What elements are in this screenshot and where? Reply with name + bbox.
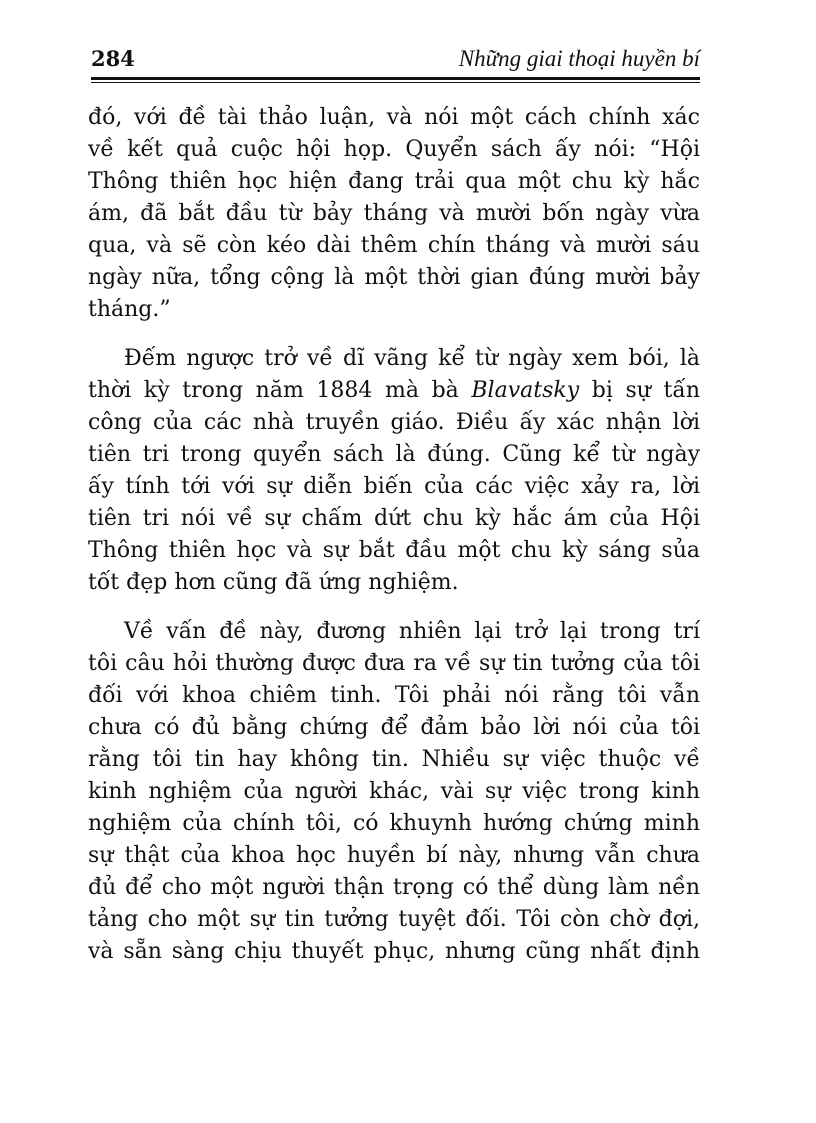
paragraph-3 <box>88 616 700 968</box>
text-line: công của các nhà truyền giáo. Điều ấy xác nhận lời <box>88 410 700 435</box>
text-line-with-italic <box>88 375 700 407</box>
text-line: và sẵn sàng chịu thuyết phục, nhưng cũng nhất định <box>88 939 700 964</box>
text-segment: thời kỳ trong năm 1884 mà bà <box>88 378 472 403</box>
text-line: Đếm ngược trở về dĩ vãng kể từ ngày xem bói, là <box>124 346 700 371</box>
text-line: đó, với đề tài thảo luận, và nói một cách chính xác <box>88 105 700 130</box>
text-line: nghiệm của chính tôi, có khuynh hướng chứng minh <box>88 811 700 836</box>
text-line: kinh nghiệm của người khác, vài sự việc trong kinh <box>88 779 700 804</box>
text-line: ngày nữa, tổng cộng là một thời gian đúng mười bảy <box>88 265 700 290</box>
text-line: Thông thiên học và sự bắt đầu một chu kỳ sáng sủa <box>88 538 700 563</box>
header-rule-thick <box>91 77 700 80</box>
text-line: tôi câu hỏi thường được đưa ra về sự tin tưởng của tôi <box>88 651 700 676</box>
text-line: tảng cho một sự tin tưởng tuyệt đối. Tôi còn chờ đợi, <box>88 907 700 932</box>
text-line: đủ để cho một người thận trọng có thể dùng làm nền <box>88 875 700 900</box>
text-line: chưa có đủ bằng chứng để đảm bảo lời nói của tôi <box>88 715 700 740</box>
page-number: 284 <box>91 46 135 71</box>
text-line: ấy tính tới với sự diễn biến của các việc xảy ra, lời <box>88 474 700 499</box>
header-rule-thin <box>91 82 700 83</box>
running-title: Những giai thoại huyền bí <box>458 46 700 71</box>
page-header <box>91 44 700 78</box>
text-line: ám, đã bắt đầu từ bảy tháng và mười bốn ngày vừa <box>88 201 700 226</box>
italic-name: Blavatsky <box>471 378 580 403</box>
paragraph-1 <box>88 102 700 326</box>
text-line: Về vấn đề này, đương nhiên lại trở lại trong trí <box>124 619 700 644</box>
text-line: về kết quả cuộc hội họp. Quyển sách ấy nói: “Hội <box>88 137 700 162</box>
text-line: đối với khoa chiêm tinh. Tôi phải nói rằng tôi vẫn <box>88 683 700 708</box>
text-line: tốt đẹp hơn cũng đã ứng nghiệm. <box>88 570 459 595</box>
text-line: tiên tri nói về sự chấm dứt chu kỳ hắc ám của Hội <box>88 506 700 531</box>
body-text <box>88 102 700 985</box>
text-line: qua, và sẽ còn kéo dài thêm chín tháng và mười sáu <box>88 233 700 258</box>
text-line: tháng.” <box>88 297 171 322</box>
paragraph-2 <box>88 343 700 599</box>
text-line: rằng tôi tin hay không tin. Nhiều sự việc thuộc về <box>88 747 700 772</box>
text-line: tiên tri trong quyển sách là đúng. Cũng kể từ ngày <box>88 442 700 467</box>
text-line: sự thật của khoa học huyền bí này, nhưng vẫn chưa <box>88 843 700 868</box>
text-line: Thông thiên học hiện đang trải qua một chu kỳ hắc <box>88 169 700 194</box>
text-segment: bị sự tấn <box>579 378 700 403</box>
